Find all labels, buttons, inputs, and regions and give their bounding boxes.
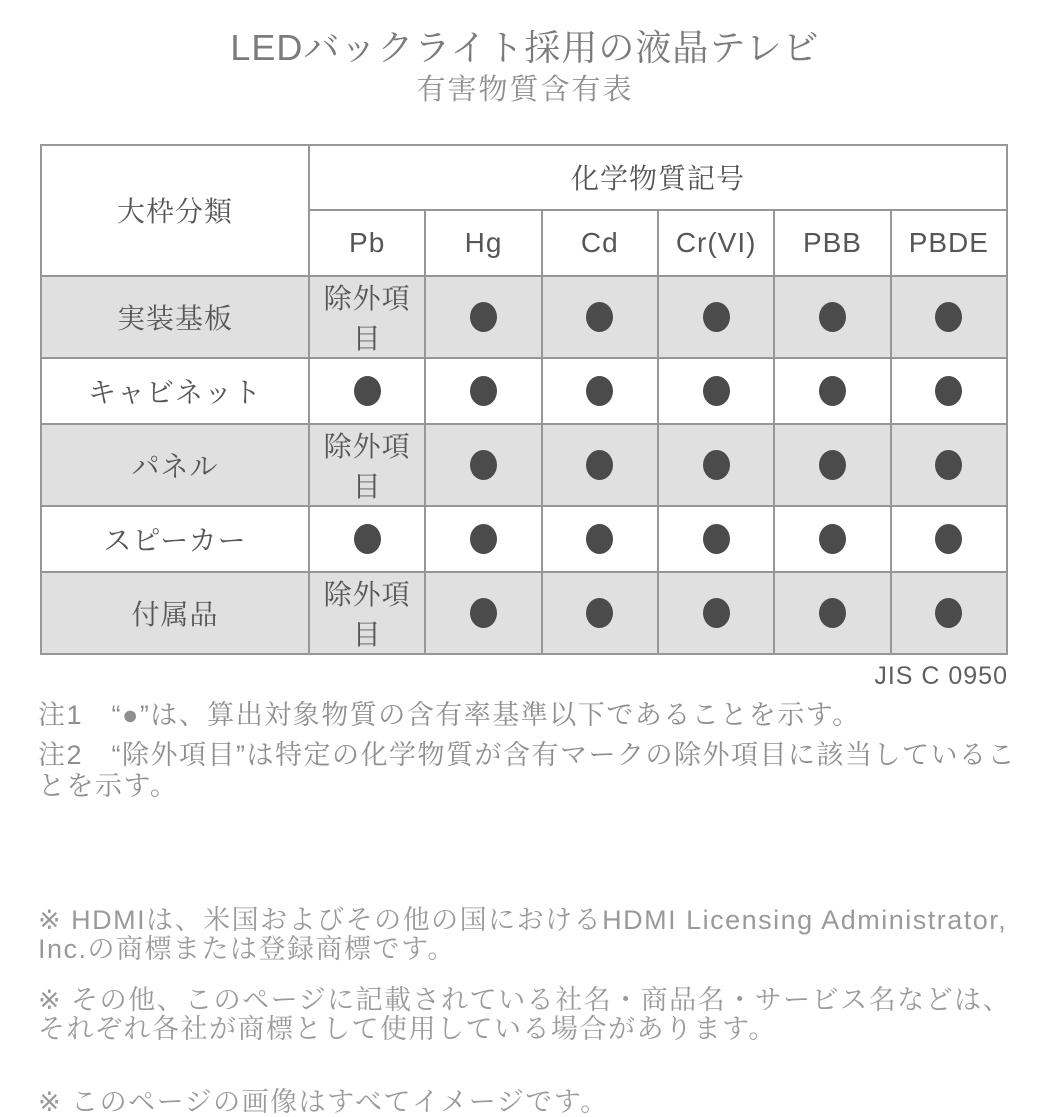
contained-dot-icon	[703, 302, 730, 332]
table-cell-dot	[658, 506, 774, 572]
jis-standard-label: JIS C 0950	[874, 661, 1008, 690]
contained-dot-icon	[819, 598, 846, 628]
hdmi-trademark-note	[38, 906, 1020, 964]
contained-dot-icon	[703, 376, 730, 406]
table-body	[41, 276, 1007, 654]
table-cell-dot	[425, 424, 541, 506]
contained-dot-icon	[819, 524, 846, 554]
table-cell-dot	[774, 276, 890, 358]
trademark-note-line-2: それぞれ各社が商標として使用している場合があります。	[38, 1013, 777, 1044]
table-cell-dot	[542, 506, 658, 572]
row-label: パネル	[41, 424, 309, 506]
column-header-pb: Pb	[309, 210, 425, 276]
table-cell-dot	[309, 358, 425, 424]
table-cell-dot	[891, 358, 1007, 424]
table-cell-dot	[309, 506, 425, 572]
table-cell-dot	[891, 424, 1007, 506]
other-trademarks-note	[38, 986, 1020, 1044]
table-cell-dot	[774, 572, 890, 654]
contained-dot-icon	[703, 450, 730, 480]
note-1	[38, 700, 1014, 731]
contained-dot-icon	[819, 376, 846, 406]
row-label: スピーカー	[41, 506, 309, 572]
table-cell-dot	[658, 424, 774, 506]
table-cell-dot	[425, 506, 541, 572]
table-row	[41, 506, 1007, 572]
contained-dot-icon	[703, 524, 730, 554]
contained-dot-icon	[586, 376, 613, 406]
contained-dot-icon	[586, 450, 613, 480]
contained-dot-icon	[470, 598, 497, 628]
table-row	[41, 572, 1007, 654]
note-1-text: 注1 “●”は、算出対象物質の含有率基準以下であることを示す。	[38, 699, 861, 730]
contained-dot-icon	[586, 302, 613, 332]
table-cell-dot	[891, 572, 1007, 654]
page-subtitle: 有害物質含有表	[416, 74, 634, 107]
contained-dot-icon	[819, 450, 846, 480]
note-2	[38, 740, 1014, 802]
contained-dot-icon	[586, 598, 613, 628]
table-cell-dot	[425, 358, 541, 424]
contained-dot-icon	[935, 524, 962, 554]
table-row	[41, 358, 1007, 424]
table-cell-dot	[425, 572, 541, 654]
column-header-pbb: PBB	[774, 210, 890, 276]
table-cell-dot	[774, 424, 890, 506]
trademark-note-line-1: ※ その他、このページに記載されている社名・商品名・サービス名などは、	[38, 984, 1012, 1015]
hdmi-note-line-1: ※ HDMIは、米国およびその他の国におけるHDMI Licensing Administrator,	[38, 904, 1008, 935]
group-header-cell: 化学物質記号	[309, 145, 1007, 210]
table-cell-dot	[891, 276, 1007, 358]
image-disclaimer-note: ※ このページの画像はすべてイメージです。	[38, 1086, 609, 1117]
table-cell-exempt: 除外項目	[309, 276, 425, 358]
contained-dot-icon	[470, 302, 497, 332]
table-row	[41, 424, 1007, 506]
contained-dot-icon	[470, 524, 497, 554]
page-title: LEDバックライト採用の液晶テレビ	[230, 27, 820, 68]
contained-dot-icon	[935, 450, 962, 480]
row-label: 実装基板	[41, 276, 309, 358]
contained-dot-icon	[586, 524, 613, 554]
row-label: キャビネット	[41, 358, 309, 424]
column-header-hg: Hg	[425, 210, 541, 276]
table-cell-dot	[658, 276, 774, 358]
note-2-line-1: 注2 “除外項目”は特定の化学物質が含有マークの除外項目に該当しているこ	[38, 739, 1016, 770]
contained-dot-icon	[354, 524, 381, 554]
column-header-pbde: PBDE	[891, 210, 1007, 276]
note-2-line-2: とを示す。	[38, 770, 179, 801]
table-cell-dot	[542, 424, 658, 506]
table-cell-dot	[542, 358, 658, 424]
column-header-crvi: Cr(VI)	[658, 210, 774, 276]
table-cell-dot	[542, 572, 658, 654]
hdmi-note-line-2: Inc.の商標または登録商標です。	[38, 933, 456, 964]
table-row	[41, 276, 1007, 358]
contained-dot-icon	[935, 598, 962, 628]
contained-dot-icon	[935, 376, 962, 406]
contained-dot-icon	[470, 450, 497, 480]
hazardous-substances-table	[40, 144, 1008, 655]
table-cell-dot	[891, 506, 1007, 572]
table-cell-dot	[542, 276, 658, 358]
contained-dot-icon	[819, 302, 846, 332]
table-cell-exempt: 除外項目	[309, 572, 425, 654]
row-header-cell: 大枠分類	[41, 145, 309, 276]
table-cell-exempt: 除外項目	[309, 424, 425, 506]
contained-dot-icon	[470, 376, 497, 406]
table-cell-dot	[774, 358, 890, 424]
table-cell-dot	[658, 358, 774, 424]
contained-dot-icon	[935, 302, 962, 332]
table-cell-dot	[425, 276, 541, 358]
table-cell-dot	[658, 572, 774, 654]
column-header-cd: Cd	[542, 210, 658, 276]
contained-dot-icon	[703, 598, 730, 628]
contained-dot-icon	[354, 376, 381, 406]
table-cell-dot	[774, 506, 890, 572]
row-label: 付属品	[41, 572, 309, 654]
